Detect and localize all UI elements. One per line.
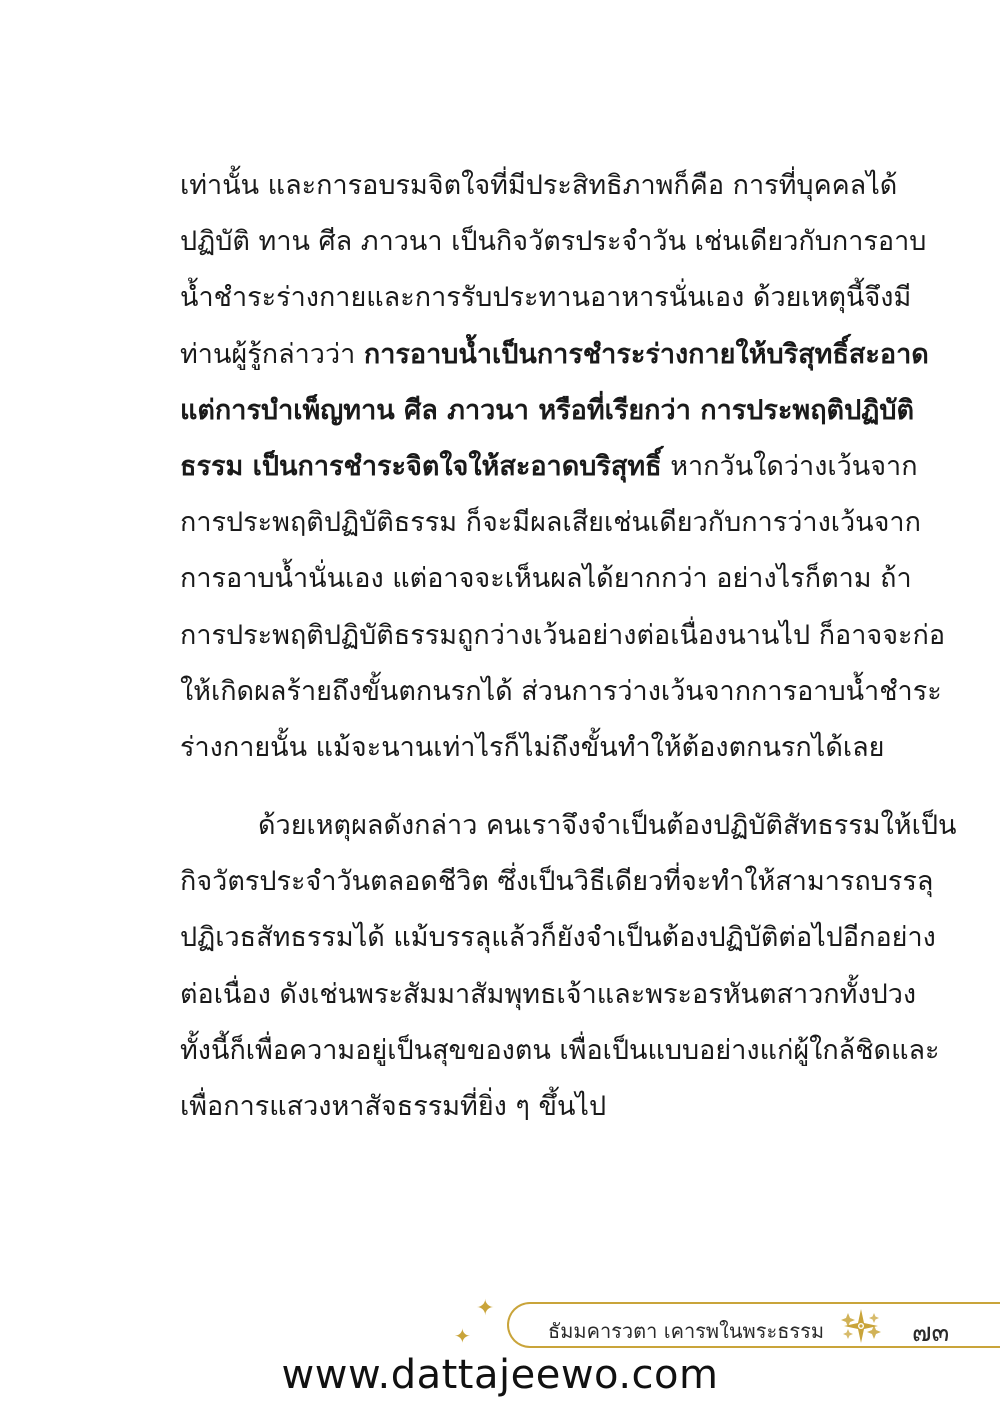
- text-segment: การประพฤติปฏิบัติธรรมถูกว่างเว้นอย่างต่อเนื่องนานไป ก็อาจจะก่อ: [180, 619, 946, 651]
- text-segment: น้ำชำระร่างกายและการรับประทานอาหารนั่นเอง ด้วยเหตุนี้จึงมี: [180, 282, 912, 314]
- text-line: [180, 664, 942, 720]
- paragraph-2: [180, 798, 957, 1135]
- text-segment: ท่านผู้รู้กล่าวว่า: [180, 338, 364, 370]
- text-line: [180, 910, 936, 966]
- text-line: [180, 798, 957, 854]
- text-line: [180, 214, 927, 270]
- body-text: [180, 158, 957, 1135]
- text-line: [180, 439, 918, 495]
- text-line: [180, 327, 929, 383]
- text-segment: ปฏิเวธสัทธรรมได้ แม้บรรลุแล้วก็ยังจำเป็นต้องปฏิบัติต่อไปอีกอย่าง: [180, 922, 936, 954]
- text-line: [180, 270, 912, 326]
- text-line: [180, 495, 921, 551]
- text-segment: ต่อเนื่อง ดังเช่นพระสัมมาสัมพุทธเจ้าและพระอรหันตสาวกทั้งปวง: [180, 978, 917, 1010]
- text-line: [180, 158, 898, 214]
- emphasis-text: แต่การบำเพ็ญทาน ศีล ภาวนา หรือที่เรียกว่า การประพฤติปฏิบัติ: [180, 394, 915, 426]
- website-url: www.dattajeewo.com: [281, 1352, 719, 1398]
- text-segment: ให้เกิดผลร้ายถึงขั้นตกนรกได้ ส่วนการว่างเว้นจากการอาบน้ำชำระ: [180, 675, 942, 707]
- text-segment: ปฏิบัติ ทาน ศีล ภาวนา เป็นกิจวัตรประจำวัน เช่นเดียวกับการอาบ: [180, 226, 927, 258]
- paragraph-spacer: [180, 776, 852, 798]
- text-segment: เพื่อการแสวงหาสัจธรรมที่ยิ่ง ๆ ขึ้นไป: [180, 1091, 607, 1122]
- text-line: [180, 1079, 852, 1135]
- text-line: [180, 383, 915, 439]
- book-title: ธัมมคารวตา เคารพในพระธรรม: [548, 1319, 825, 1343]
- text-line: [180, 1023, 940, 1079]
- paragraph-1: [180, 158, 946, 776]
- text-segment: กิจวัตรประจำวันตลอดชีวิต ซึ่งเป็นวิธีเดียวที่จะทำให้สามารถบรรลุ: [180, 866, 934, 898]
- text-line: [180, 967, 917, 1023]
- text-line: [180, 854, 934, 910]
- text-segment: หากวันใดว่างเว้นจาก: [661, 450, 918, 482]
- emphasis-text: การอาบน้ำเป็นการชำระร่างกายให้บริสุทธิ์สะอาด: [363, 338, 929, 370]
- text-segment: การประพฤติปฏิบัติธรรม ก็จะมีผลเสียเช่นเดียวกับการว่างเว้นจาก: [180, 507, 921, 539]
- ornament-icon: [836, 1303, 886, 1349]
- text-segment: การอาบน้ำนั่นเอง แต่อาจจะเห็นผลได้ยากกว่า อย่างไรก็ตาม ถ้า: [180, 563, 912, 595]
- sparkle-icon: ✦: [476, 1296, 495, 1321]
- text-segment: ทั้งนี้ก็เพื่อความอยู่เป็นสุขของตน เพื่อเป็นแบบอย่างแก่ผู้ใกล้ชิดและ: [180, 1034, 940, 1066]
- text-line: [180, 720, 885, 776]
- page-number: ๗๓: [912, 1318, 950, 1348]
- text-line: [180, 608, 946, 664]
- text-segment: ร่างกายนั้น แม้จะนานเท่าไรก็ไม่ถึงขั้นทำให้ต้องตกนรกได้เลย: [180, 731, 885, 763]
- text-line: [180, 551, 912, 607]
- emphasis-text: ธรรม เป็นการชำระจิตใจให้สะอาดบริสุทธิ์: [180, 450, 662, 482]
- sparkle-icon: ✦: [454, 1324, 471, 1348]
- text-segment: เท่านั้น และการอบรมจิตใจที่มีประสิทธิภาพก็คือ การที่บุคคลได้: [180, 170, 898, 201]
- text-segment: ด้วยเหตุผลดังกล่าว คนเราจึงจำเป็นต้องปฏิบัติสัทธรรมให้เป็น: [258, 810, 957, 842]
